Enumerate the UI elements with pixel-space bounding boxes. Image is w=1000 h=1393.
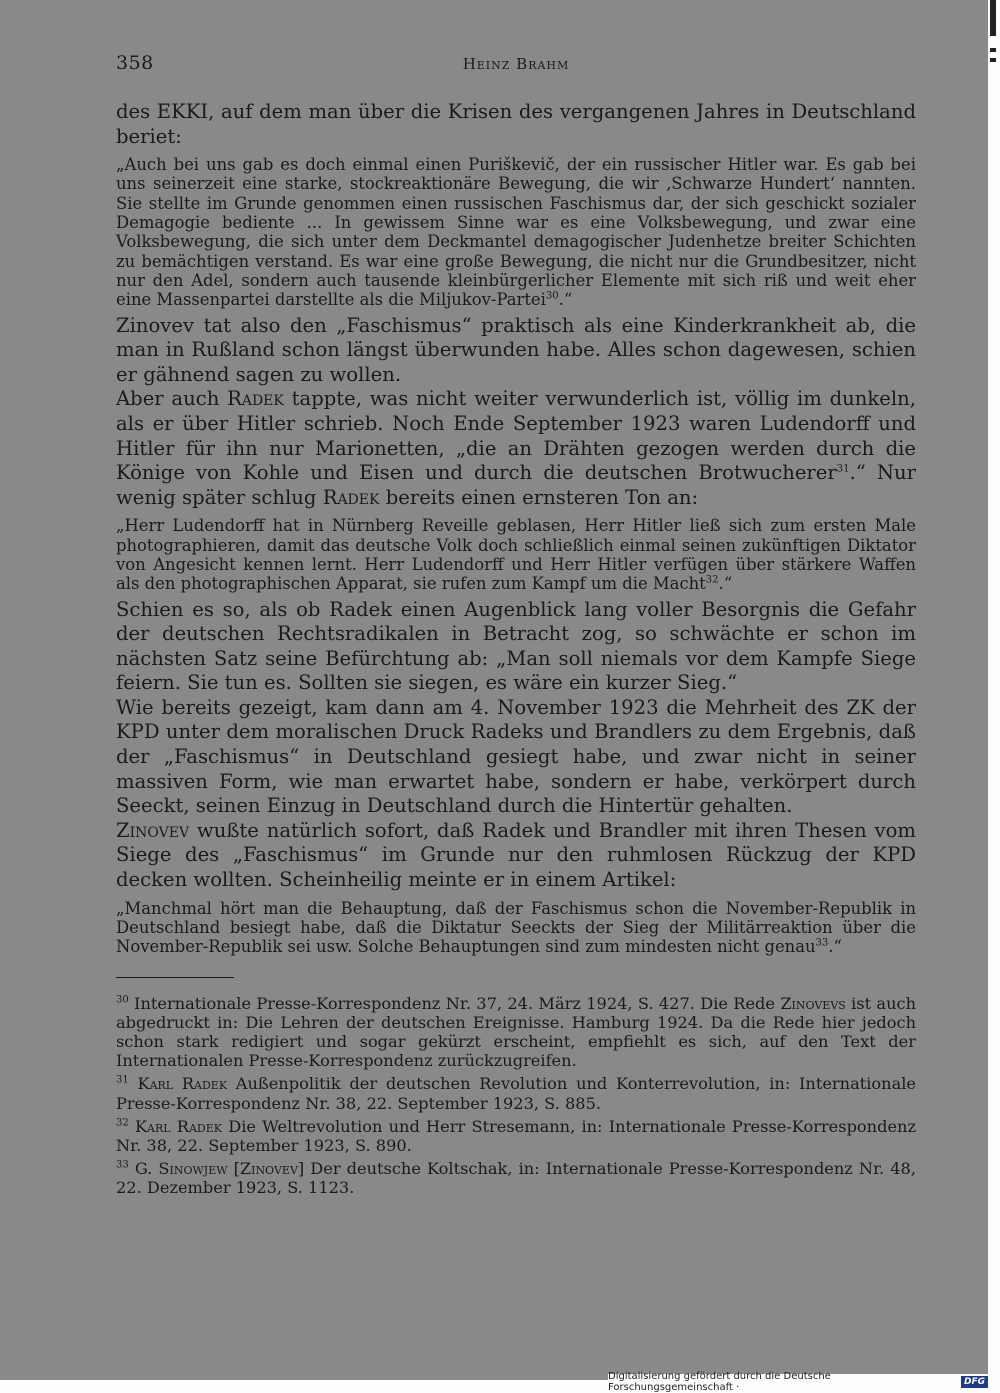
footnote-divider — [116, 977, 234, 978]
footnote-ref[interactable]: 33 — [815, 937, 829, 949]
footer-text: Digitalisierung gefördert durch die Deutsche Forschungsgemeinschaft · — [608, 1371, 831, 1393]
page-edge-strip — [988, 0, 1000, 1392]
paragraph: Schien es so, als ob Radek einen Augenblick lang voller Besorgnis die Gefahr der deutschen Rechtsradikalen in Betracht zog, so schwächte er schon im nächsten Satz seine Befürchtung ab: „Man soll niemals vor dem Kampfe Siege feiern. Sie tun es. Sollten sie siegen, es wäre ein kurzer Sieg.“ — [116, 597, 916, 695]
footnote: $^{33}$ G. Sinowjew [Zinovev] Der deutsche Koltschak, in: Internationale Presse-Korrespondenz Nr. 48, 22. Dezember 1923, S. 1123. — [116, 1159, 917, 1198]
page-number: 358 — [116, 52, 154, 74]
paragraph: Aber auch Radek tappte, was nicht weiter verwunderlich ist, völlig im dunkeln, als er über Hitler schrieb. Noch Ende September 1923 waren Ludendorff und Hitler für ihn nur Marionetten, „die an Drähten gezogen werden durch die Könige von Kohle und Eisen und durch die deutschen Brotwucherer$^{31}$.“ Nur wenig später schlug Radek bereits einen ernsteren Ton an: — [116, 387, 916, 509]
footnote: $^{31}$ Karl Radek Außenpolitik der deutschen Revolution und Konterrevolution, in: Internationale Presse-Korrespondenz Nr. 38, 22. September 1923, S. 885. — [116, 1074, 917, 1113]
footnote-ref[interactable]: 30 — [545, 290, 559, 302]
paragraph: Zinovev wußte natürlich sofort, daß Radek und Brandler mit ihren Thesen vom Siege des „Faschismus“ im Grunde nur den ruhmlosen Rückzug der KPD decken wollten. Scheinheilig meinte er in einem Artikel: — [116, 818, 916, 892]
footnotes — [116, 994, 916, 1198]
footnote-ref[interactable]: 32 — [705, 574, 719, 586]
block-quote: „Manchmal hört man die Behauptung, daß der Faschismus schon die November-Republik in Deutschland besiegt habe, daß die Diktatur Seeckts der Sieg der Militärreaktion über die November-Republik sei usw. Solche Behauptungen sind zum mindesten nicht genau$^{33}$.“ — [116, 898, 916, 957]
block-quote: „Herr Ludendorff hat in Nürnberg Reveille geblasen, Herr Hitler ließ sich zum ersten Male photographieren, damit das deutsche Volk doch schließlich einmal seinen zukünftigen Diktator von Angesicht kennen lernt. Herr Ludendorff und Herr Hitler verfügen über stärkere Waffen als den photographischen Apparat, sie rufen zum Kampf um die Macht$^{32}$.“ — [116, 516, 916, 594]
funding-footer — [608, 1371, 988, 1393]
paragraph: Zinovev tat also den „Faschismus“ praktisch als eine Kinderkrankheit ab, die man in Rußland schon längst überwunden habe. Alles schon dagewesen, schien er gähnend sagen zu wollen. — [116, 313, 916, 386]
dfg-logo[interactable]: DFG — [961, 1376, 988, 1388]
paragraph: Wie bereits gezeigt, kam dann am 4. November 1923 die Mehrheit des ZK der KPD unter dem moralischen Druck Radeks und Brandlers zu dem Ergebnis, daß der „Faschismus“ in Deutschland gesiegt habe, und zwar nicht in seiner massiven Form, wie man erwartet habe, sondern er habe, verkörpert durch Seeckt, seinen Einzug in Deutschland durch die Hintertür gehalten. — [116, 695, 916, 818]
page-header — [116, 52, 916, 78]
block-quote: „Auch bei uns gab es doch einmal einen Puriškevič, der ein russischer Hitler war. Es gab bei uns seinerzeit eine starke, stockreaktionäre Bewegung, die wir ‚Schwarze Hundert‘ nannten. Sie stellte im Grunde genommen einen russischen Faschismus dar, der sich geschickt sozialer Demagogie bediente ... In gewissem Sinne war es eine Volksbewegung, und zwar eine Volksbewegung, die sich unter dem Deckmantel demagogischer Judenhetze breiter Schichten zu bemächtigen verstand. Es war eine große Bewegung, die nicht nur die Grundbesitzer, nicht nur den Adel, sondern auch tausende kleinbürgerlicher Elemente mit sich riß und weit eher eine Massenpartei darstellte als die Miljukov-Partei$^{30}$.“ — [116, 155, 916, 310]
footnote: $^{32}$ Karl Radek Die Weltrevolution und Herr Stresemann, in: Internationale Presse-Korrespondenz Nr. 38, 22. September 1923, S. 890. — [116, 1116, 916, 1155]
main-text — [116, 100, 916, 1202]
footnote: $^{30}$ Internationale Presse-Korrespondenz Nr. 37, 24. März 1924, S. 427. Die Rede Zinovevs ist auch abgedruckt in: Die Lehren der deutschen Ereignisse. Hamburg 1924. Da die Rede hier jedoch schon stark redigiert und sogar gekürzt erscheint, empfiehlt es sich, auf den Text der Internationalen Presse-Korrespondenz zurückzugreifen. — [116, 993, 917, 1071]
running-head: Heinz Brahm — [462, 55, 570, 73]
paragraph: des EKKI, auf dem man über die Krisen des vergangenen Jahres in Deutschland beriet: — [116, 100, 916, 148]
footnote-ref[interactable]: 31 — [836, 463, 850, 475]
